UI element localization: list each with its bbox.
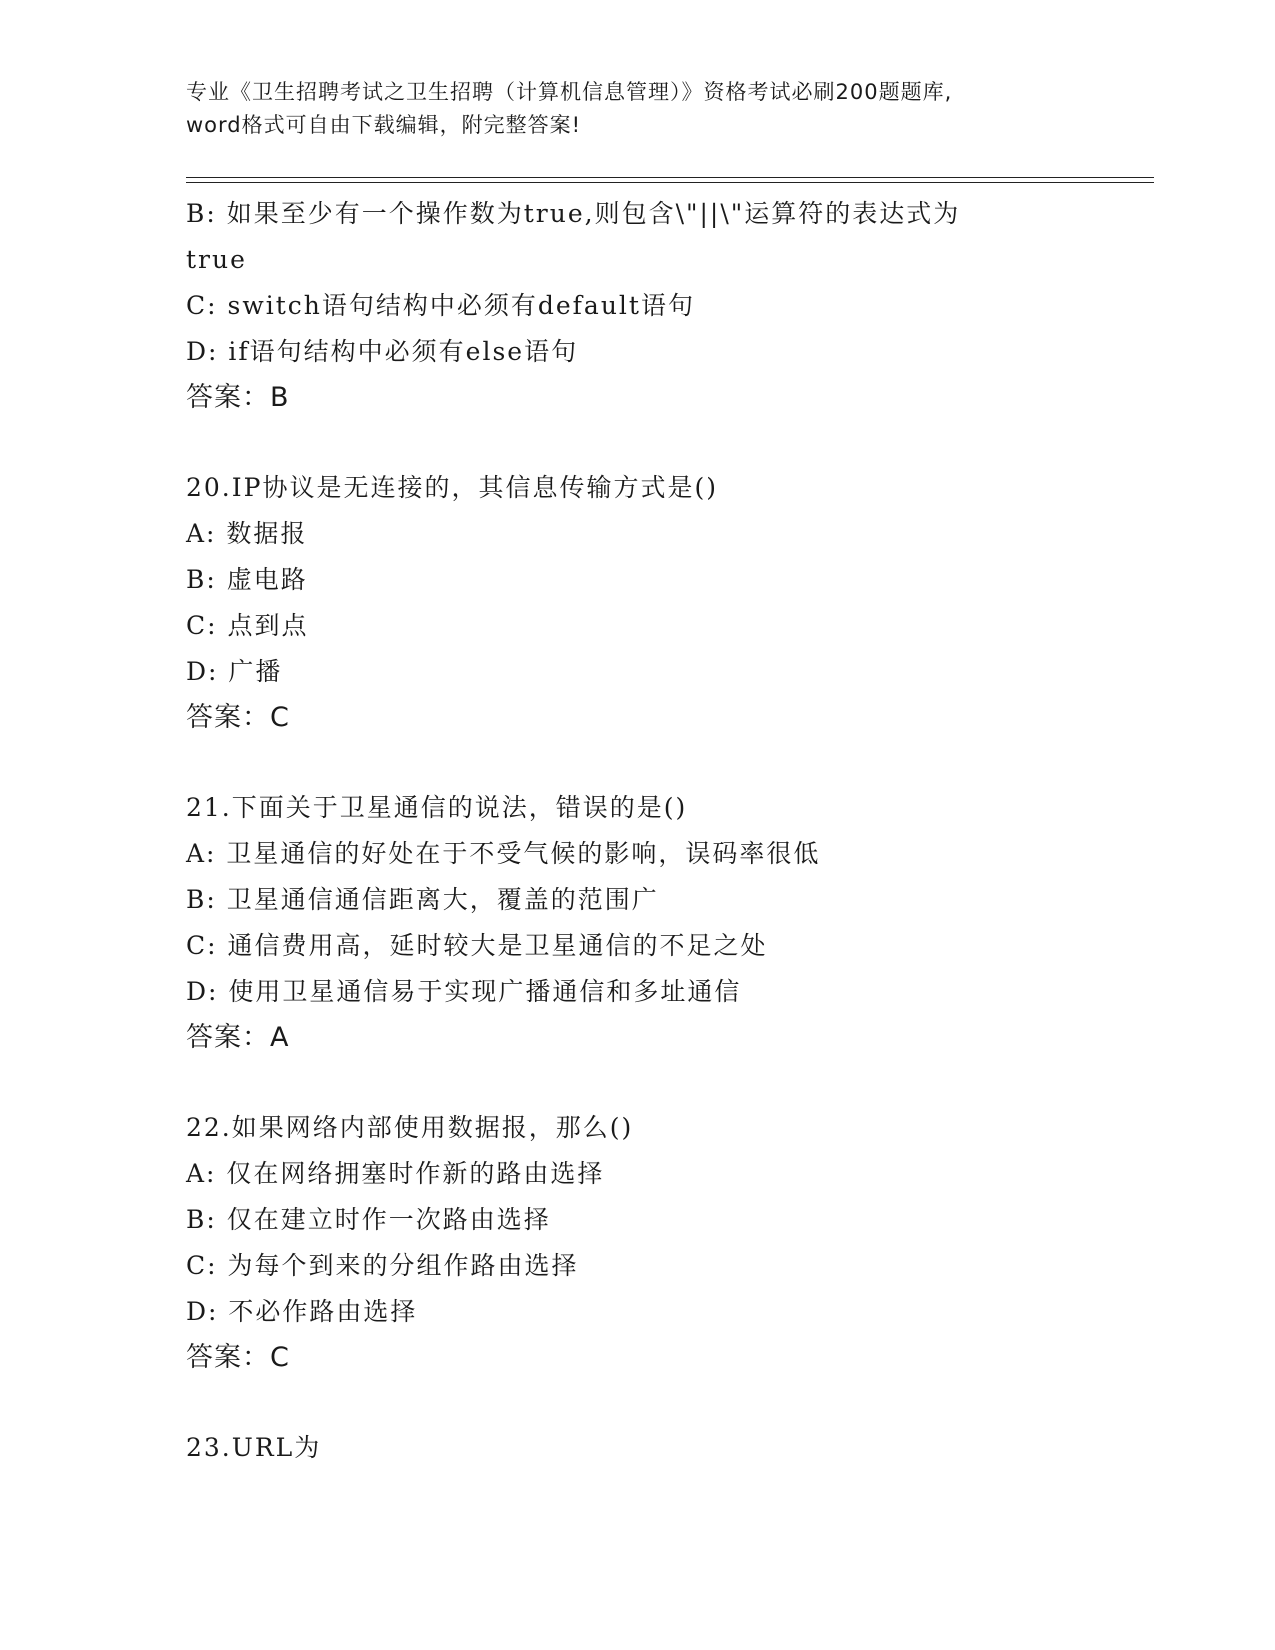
option-d: D: if语句结构中必须有else语句 [186,337,579,366]
spacer [186,1061,1154,1105]
option-b: B: 卫星通信通信距离大，覆盖的范围广 [186,885,659,914]
question-20 [186,465,1154,741]
option-c: C: switch语句结构中必须有default语句 [186,291,695,320]
answer-label: 答案：C [186,702,290,733]
question-stem: 20.IP协议是无连接的，其信息传输方式是() [186,473,718,502]
spacer [186,741,1154,785]
question-21 [186,785,1154,1061]
option-d: D: 不必作路由选择 [186,1297,418,1326]
question-19-continued [186,191,1154,421]
question-stem: 22.如果网络内部使用数据报，那么() [186,1113,634,1142]
question-stem: 21.下面关于卫星通信的说法，错误的是() [186,793,688,822]
option-a: A: 数据报 [186,519,308,548]
spacer [186,1381,1154,1425]
question-list [186,191,1154,1471]
option-b: B: 虚电路 [186,565,308,594]
option-d: D: 广播 [186,657,283,686]
question-23 [186,1425,1154,1471]
option-b-continuation: true [186,245,247,274]
option-a: A: 卫星通信的好处在于不受气候的影响，误码率很低 [186,839,821,868]
header-title-line: 专业《卫生招聘考试之卫生招聘（计算机信息管理）》资格考试必刷200题题库, [186,80,953,104]
header-divider-bottom [186,182,1154,183]
question-22 [186,1105,1154,1381]
option-c: C: 点到点 [186,611,309,640]
option-c: C: 通信费用高，延时较大是卫星通信的不足之处 [186,931,768,960]
option-a: A: 仅在网络拥塞时作新的路由选择 [186,1159,605,1188]
document-header [186,76,1086,142]
option-c: C: 为每个到来的分组作路由选择 [186,1251,579,1280]
answer-label: 答案：B [186,382,290,413]
option-d: D: 使用卫星通信易于实现广播通信和多址通信 [186,977,742,1006]
header-subtitle-line: word格式可自由下载编辑，附完整答案! [186,113,582,137]
spacer [186,421,1154,465]
answer-label: 答案：A [186,1022,290,1053]
option-b: B: 仅在建立时作一次路由选择 [186,1205,551,1234]
option-b: B: 如果至少有一个操作数为true,则包含\"||\"运算符的表达式为 [186,199,961,228]
question-stem: 23.URL为 [186,1433,322,1462]
answer-label: 答案：C [186,1342,290,1373]
header-divider-top [186,177,1154,178]
